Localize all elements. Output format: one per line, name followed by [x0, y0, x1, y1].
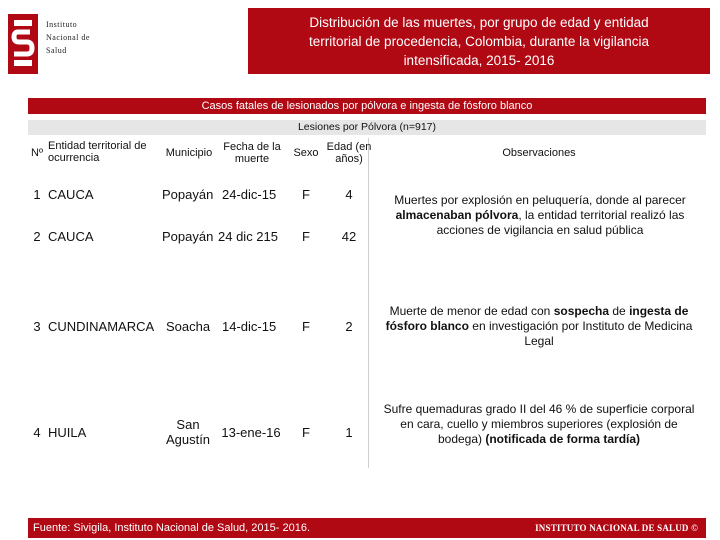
cell-municipio: Soacha	[166, 318, 211, 334]
header-observaciones: Observaciones	[502, 147, 576, 159]
obs-bold: (notificada de forma tardía)	[485, 432, 641, 446]
cell-edad: 42	[341, 228, 357, 244]
cell-fecha: 24-dic-15	[222, 186, 277, 202]
header-edad: Edad (en años)	[326, 141, 372, 165]
obs-bold: almacenaban pólvora	[395, 208, 519, 222]
cell-sexo: F	[302, 228, 310, 244]
title-line: Distribución de las muertes, por grupo de edad y entidad	[309, 15, 649, 30]
cell-num: 4	[33, 424, 41, 440]
page-title	[248, 8, 710, 74]
cell-municipio: Popayán	[162, 186, 214, 202]
institution-logo	[8, 10, 118, 76]
cell-fecha: 24 dic 215	[218, 228, 278, 244]
cell-entidad: CAUCA	[48, 186, 94, 202]
obs-text: Muertes por explosión en peluquería, donde al parecer	[394, 193, 686, 207]
logo-text	[46, 18, 90, 57]
footer-brand: INSTITUTO NACIONAL DE SALUD ©	[535, 523, 698, 533]
obs-text: , la entidad territorial realizó las acciones de vigilancia en salud pública	[436, 208, 685, 237]
header-municipio: Municipio	[165, 147, 213, 159]
cell-observaciones	[372, 304, 706, 354]
obs-text: en investigación por Instituto de Medicina Legal	[468, 319, 693, 348]
section-header: Lesiones por Pólvora (n=917)	[28, 120, 706, 135]
footer-bar	[28, 518, 706, 538]
logo-line: Instituto	[46, 20, 78, 29]
cell-edad: 4	[345, 186, 353, 202]
cell-entidad: CAUCA	[48, 228, 94, 244]
title-line: intensificada, 2015- 2016	[403, 53, 555, 68]
cell-entidad: HUILA	[48, 424, 87, 440]
cell-observaciones	[374, 193, 706, 243]
cell-sexo: F	[302, 318, 310, 334]
cell-edad: 1	[345, 424, 353, 440]
obs-bold: ingesta de fósforo blanco	[385, 304, 689, 333]
cell-fecha: 13-ene-16	[221, 424, 281, 440]
cell-edad: 2	[345, 318, 353, 334]
obs-text: Sufre quemaduras grado II del 46 % de superficie corporal en cara, cuello y miembros superiores (explosión de bodega)	[383, 402, 695, 446]
logo-line: Nacional de	[46, 33, 90, 42]
cell-num: 2	[33, 228, 41, 244]
header-entidad: Entidad territorial de ocurrencia	[48, 140, 147, 164]
cell-num: 3	[33, 318, 41, 334]
cell-entidad: CUNDINAMARCA	[48, 318, 155, 334]
ins-logo-icon	[8, 14, 38, 74]
cell-municipio: Popayán	[162, 228, 214, 244]
cell-num: 1	[33, 186, 41, 202]
cell-sexo: F	[302, 424, 310, 440]
header-num: Nº	[31, 147, 43, 159]
cell-sexo: F	[302, 186, 310, 202]
obs-text: Muerte de menor de edad con	[389, 304, 554, 318]
header-fecha: Fecha de la muerte	[223, 141, 281, 165]
footer-source: Fuente: Sivigila, Instituto Nacional de Salud, 2015- 2016.	[33, 522, 311, 534]
cell-municipio: San Agustín	[165, 417, 211, 447]
cell-observaciones	[382, 402, 696, 452]
cell-fecha: 14-dic-15	[222, 318, 277, 334]
obs-bold: sospecha	[553, 304, 610, 318]
header-sexo: Sexo	[293, 147, 319, 159]
title-line: territorial de procedencia, Colombia, durante la vigilancia	[309, 34, 649, 49]
obs-text: de	[609, 304, 630, 318]
logo-line: Salud	[46, 46, 67, 55]
table-title-bar: Casos fatales de lesionados por pólvora e ingesta de fósforo blanco	[28, 98, 706, 114]
